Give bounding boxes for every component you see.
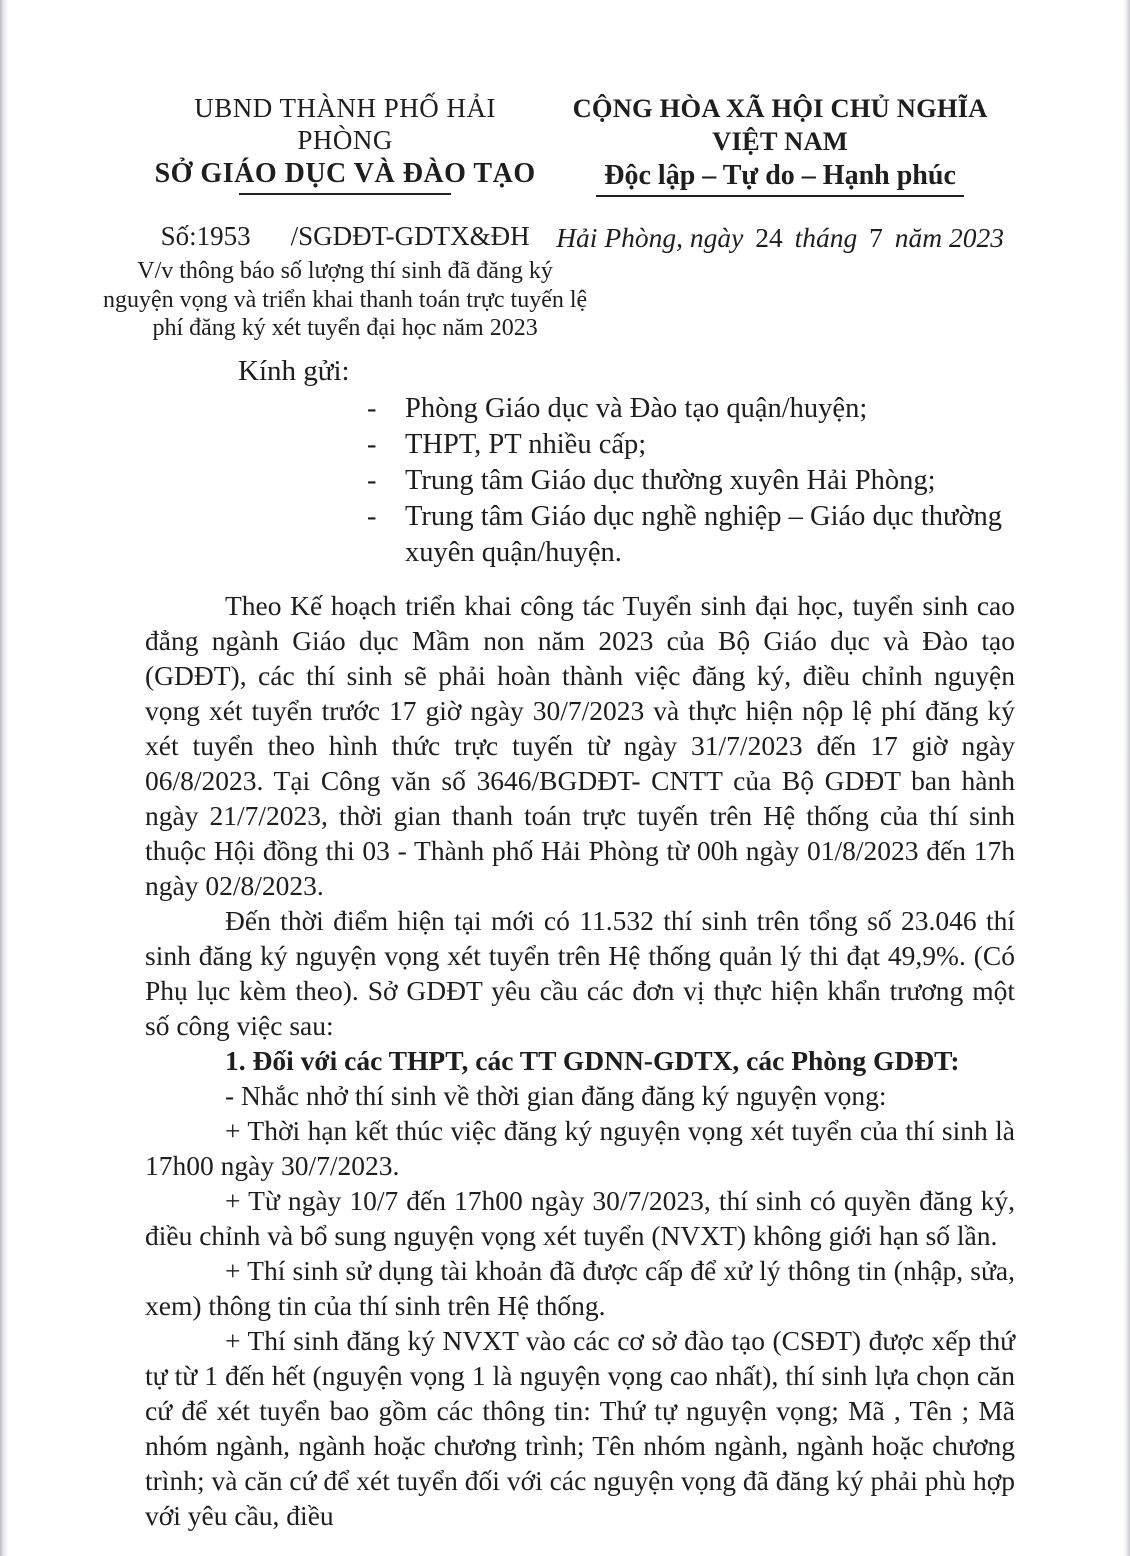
recipients-section xyxy=(145,353,1015,571)
body-paragraph: + Thời hạn kết thúc việc đăng ký nguyện vọng xét tuyển của thí sinh là 17h00 ngày 30/7/2023. xyxy=(145,1114,1015,1181)
document-number-value: 1953 xyxy=(196,221,251,251)
national-title: CỘNG HÒA XÃ HỘI CHỦ NGHĨA VIỆT NAM xyxy=(572,93,988,156)
document-header xyxy=(102,92,1015,343)
recipient-text: Trung tâm Giáo dục nghề nghiệp – Giáo dục thường xuyên quận/huyện. xyxy=(405,500,1003,568)
national-header-block xyxy=(545,92,1015,254)
org-name: SỞ GIÁO DỤC VÀ ĐÀO TẠO xyxy=(154,158,536,189)
body-paragraph: + Thí sinh đăng ký NVXT vào các cơ sở đào tạo (CSĐT) được xếp thứ tự từ 1 đến hết (nguyện vọng 1 là nguyện vọng cao nhất), thí sinh lựa chọn căn cứ để xét tuyển bao gồm các thông tin: Thứ tự nguyện vọng; Mã , Tên ; Mã nhóm ngành, ngành hoặc chương trình; Tên nhóm ngành, ngành hoặc chương trình; và căn cứ để xét tuyển đối với các nguyện vọng đã đăng ký phải phù hợp với yêu cầu, điều xyxy=(145,1324,1015,1531)
list-bullet: - xyxy=(367,392,377,424)
date-year: năm 2023 xyxy=(894,222,1004,253)
body-paragraph: + Thí sinh sử dụng tài khoản đã được cấp để xử lý thông tin (nhập, sửa, xem) thông tin của thí sinh trên Hệ thống. xyxy=(145,1254,1015,1321)
document-body xyxy=(145,588,1015,1533)
date-month-label: tháng xyxy=(794,222,858,253)
recipient-text: THPT, PT nhiều cấp; xyxy=(405,428,647,460)
document-number-line xyxy=(145,220,545,252)
recipient-list xyxy=(367,391,1015,571)
list-item xyxy=(367,463,1015,499)
list-item xyxy=(367,499,1015,571)
scan-edge-left xyxy=(0,0,8,1556)
body-paragraph: + Từ ngày 10/7 đến 17h00 ngày 30/7/2023, thí sinh có quyền đăng ký, điều chỉnh và bổ sung nguyện vọng xét tuyển (NVXT) không giới hạn số lần. xyxy=(145,1184,1015,1251)
date-place-label: Hải Phòng, ngày xyxy=(556,222,744,253)
list-bullet: - xyxy=(367,428,377,460)
document-number-suffix: /SGDĐT-GDTX&ĐH xyxy=(290,221,530,251)
list-bullet: - xyxy=(367,500,377,532)
place-date-line xyxy=(545,222,1015,254)
recipient-text: Phòng Giáo dục và Đào tạo quận/huyện; xyxy=(405,392,868,424)
section-heading: 1. Đối với các THPT, các TT GDNN-GDTX, các Phòng GDĐT: xyxy=(225,1044,960,1076)
date-day: 24 xyxy=(755,222,783,253)
recipients-label: Kính gửi: xyxy=(238,354,350,387)
body-paragraph: Đến thời điểm hiện tại mới có 11.532 thí sinh trên tổng số 23.046 thí sinh đăng ký nguyện vọng xét tuyển trên Hệ thống quản lý thi đạt 49,9%. (Có Phụ lục kèm theo). Sở GDĐT yêu cầu các đơn vị thực hiện khẩn trương một số công việc sau: xyxy=(145,904,1015,1041)
scan-edge-right xyxy=(1123,0,1130,1556)
national-motto: Độc lập – Tự do – Hạnh phúc xyxy=(596,161,964,197)
body-paragraph: Theo Kế hoạch triển khai công tác Tuyển sinh đại học, tuyển sinh cao đẳng ngành Giáo dục Mầm non năm 2023 của Bộ Giáo dục và Đào tạo (GDĐT), các thí sinh sẽ phải hoàn thành việc đăng ký, điều chỉnh nguyện vọng xét tuyển trước 17 giờ ngày 30/7/2023 và thực hiện nộp lệ phí đăng ký xét tuyển theo hình thức trực tuyến từ ngày 31/7/2023 đến 17 giờ ngày 06/8/2023. Tại Công văn số 3646/BGDĐT- CNTT của Bộ GDĐT ban hành ngày 21/7/2023, thời gian thanh toán trực tuyến trên Hệ thống của thí sinh thuộc Hội đồng thi 03 - Thành phố Hải Phòng từ 00h ngày 01/8/2023 đến 17h ngày 02/8/2023. xyxy=(145,589,1015,901)
list-item xyxy=(367,427,1015,463)
document-number-label: Số: xyxy=(160,221,197,251)
document-subject: V/v thông báo số lượng thí sinh đã đăng ký nguyện vọng và triển khai thanh toán trực tuyến lệ phí đăng ký xét tuyển đại học năm 2023 xyxy=(102,258,588,341)
body-paragraph: - Nhắc nhở thí sinh về thời gian đăng đăng ký nguyện vọng: xyxy=(225,1079,887,1111)
issuing-org-block xyxy=(102,92,588,343)
list-item xyxy=(367,391,1015,427)
recipient-text: Trung tâm Giáo dục thường xuyên Hải Phòng; xyxy=(405,464,936,496)
list-bullet: - xyxy=(367,464,377,496)
org-name-underline xyxy=(239,193,451,195)
parent-org-name: UBND THÀNH PHỐ HẢI PHÒNG xyxy=(194,93,496,155)
date-month: 7 xyxy=(869,222,883,253)
